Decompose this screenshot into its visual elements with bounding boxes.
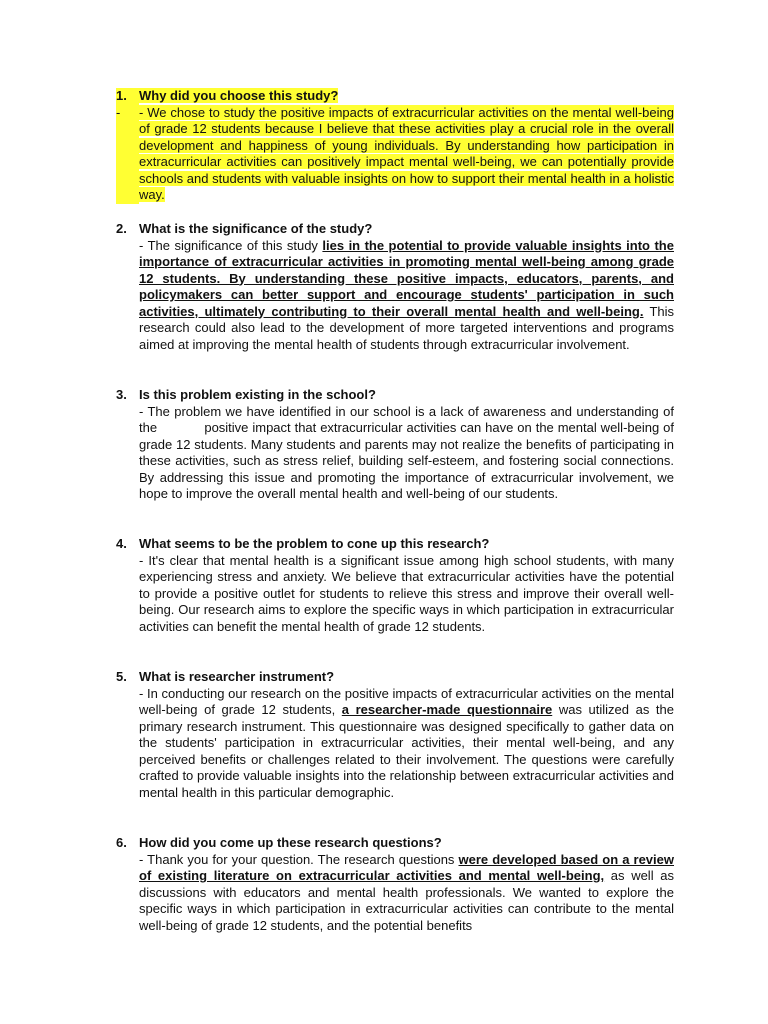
answer-emphasis: lies in the potential to provide valuable insights into the importance of extracurricular activities in promoting mental well-being among grade 12 students. By understanding these positive impacts, educators, parents, and policymakers can better support and encourage students' participation in such activities, ultimately contributing to their overall mental health and well-being. — [139, 237, 674, 319]
question-row — [116, 88, 674, 105]
question-row — [116, 835, 674, 852]
question-number: 2. — [116, 221, 127, 236]
question-row — [116, 387, 674, 404]
qa-item-2 — [116, 221, 674, 353]
bullet-dash: - — [116, 105, 139, 204]
question-number: 4. — [116, 536, 127, 551]
question-row — [116, 221, 674, 238]
question-row — [116, 669, 674, 686]
question-number: 1. — [116, 88, 139, 105]
answer-intro: - Thank you for your question. The research questions — [139, 851, 459, 867]
qa-item-6 — [116, 835, 674, 934]
answer-emphasis: a researcher-made questionnaire — [341, 702, 553, 717]
qa-item-3 — [116, 387, 678, 503]
answer-text — [139, 238, 674, 354]
question-row — [116, 536, 674, 553]
question-number: 5. — [116, 669, 127, 684]
qa-item-4 — [116, 536, 674, 635]
answer-text — [139, 852, 674, 935]
answer-rest: This research could also lead to the development of more targeted interventions and programs aimed at improving the mental health of students through extracurricular involvement. — [139, 303, 675, 352]
answer-row — [116, 105, 674, 204]
question-number: 3. — [116, 387, 127, 402]
answer-rest: as well as discussions with educators and mental health professionals. We wanted to explore the specific ways in which participation in extracurricular activities can contribute to the mental well-being of grade 12 students, and the potential benefits — [139, 868, 674, 933]
question-text: What is the significance of the study? — [139, 221, 373, 236]
answer-text: - It's clear that mental health is a significant issue among high school students, with many experiencing stress and anxiety. We believe that extracurricular activities have the potential to provide a positive outlet for students to relieve this stress and improve their overall well-being. Our research aims to explore the specific ways in which participation in extracurricular activities can benefit the mental health of grade 12 students. — [139, 552, 674, 634]
answer-rest: was utilized as the primary research instrument. This questionnaire was designed specifically to gather data on the students' participation in extracurricular activities, their mental well-being, and any perceived benefits or challenges related to their involvement. The questions were carefully crafted to provide valuable insights into the relationship between extracurricular activities and mental health in this particular demographic. — [139, 702, 674, 800]
question-text: Is this problem existing in the school? — [139, 387, 376, 402]
answer-text: - The problem we have identified in our school is a lack of awareness and understanding of the positive impact that extracurricular activities can have on the mental well-being of grade 12 students. Many students and parents may not realize the benefits of participating in these activities, such as stress relief, building self-esteem, and fostering social connections. By addressing this issue and promoting the importance of extracurricular involvement, we hope to improve the overall mental health and well-being of our students. — [139, 403, 678, 501]
question-text: Why did you choose this study? — [139, 88, 339, 103]
question-number: 6. — [116, 835, 127, 850]
question-text: How did you come up these research questions? — [139, 835, 442, 850]
qa-item-5 — [116, 669, 674, 801]
question-text: What is researcher instrument? — [139, 669, 335, 684]
answer-text — [139, 686, 674, 802]
answer-emphasis: were developed based on a review of existing literature on extracurricular activities and mental well-being, — [139, 851, 674, 883]
question-text: What seems to be the problem to cone up this research? — [139, 536, 490, 551]
answer-intro: - In conducting our research on the positive impacts of extracurricular activities on the mental well-being of grade 12 students, — [139, 685, 674, 717]
answer-text: - We chose to study the positive impacts of extracurricular activities on the mental well-being of grade 12 students because I believe that these activities play a crucial role in the overall development and happiness of young individuals. By understanding how participation in extracurricular activities can positively impact mental well-being, we can potentially provide schools and students with valuable insights on how to support their mental health in a holistic way. — [139, 104, 674, 202]
answer-intro: - The significance of this study — [139, 237, 323, 253]
qa-item-1 — [116, 88, 674, 204]
